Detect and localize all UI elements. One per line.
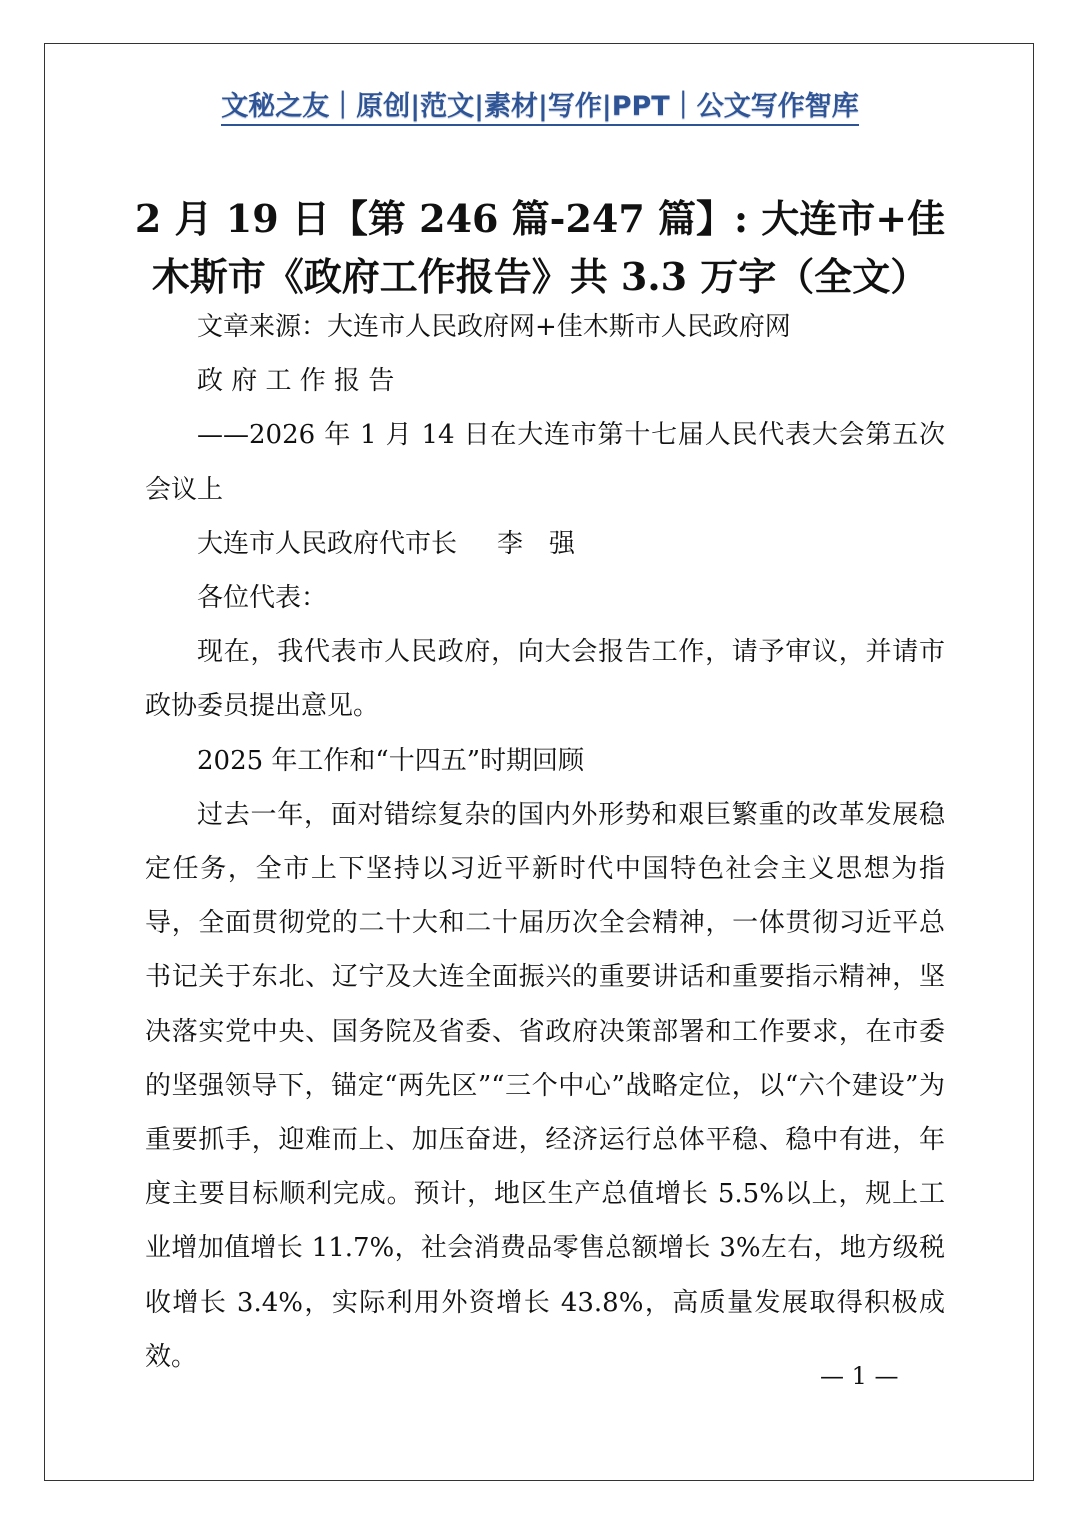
- speaker-name: 李 强: [497, 528, 576, 559]
- section-heading: 2025 年工作和“十四五”时期回顾: [197, 745, 585, 776]
- report-heading: 政 府 工 作 报 告: [197, 366, 395, 397]
- header-banner-link[interactable]: 文秘之友｜原创|范文|素材|写作|PPT｜公文写作智库: [221, 91, 858, 126]
- page-number: — 1 —: [820, 1362, 899, 1390]
- speaker-line: [145, 517, 945, 571]
- speaker-role: 大连市人民政府代市长: [197, 528, 458, 559]
- salutation: 各位代表：: [197, 583, 328, 614]
- body-paragraph: 过去一年，面对错综复杂的国内外形势和艰巨繁重的改革发展稳定任务，全市上下坚持以习近平新时代中国特色社会主义思想为指导，全面贯彻党的二十大和二十届历次全会精神，一体贯彻习近平总书记关于东北、辽宁及大连全面振兴的重要讲话和重要指示精神，坚决落实党中央、国务院及省委、省政府决策部署和工作要求，在市委的坚强领导下，锚定“两先区”“三个中心”战略定位，以“六个建设”为重要抓手，迎难而上、加压奋进，经济运行总体平稳、稳中有进，年度主要目标顺利完成。预计，地区生产总值增长 5.5%以上，规上工业增加值增长 11.7%，社会消费品零售总额增长 3%左右，地方级税收增长 3.4%，实际利用外资增长 43.8%，高质量发展取得积极成效。: [145, 799, 945, 1372]
- source-line: 文章来源：大连市人民政府网+佳木斯市人民政府网: [197, 312, 791, 342]
- document-body: [145, 300, 945, 1384]
- document-title: 2 月 19 日【第 246 篇-247 篇】: 大连市+佳木斯市《政府工作报告》共 3.3 万字（全文）: [134, 196, 946, 299]
- report-subtitle: ——2026 年 1 月 14 日在大连市第十七届人民代表大会第五次会议上: [145, 420, 945, 505]
- header-banner[interactable]: [0, 84, 1080, 123]
- intro-paragraph: 现在，我代表市人民政府，向大会报告工作，请予审议，并请市政协委员提出意见。: [145, 637, 945, 722]
